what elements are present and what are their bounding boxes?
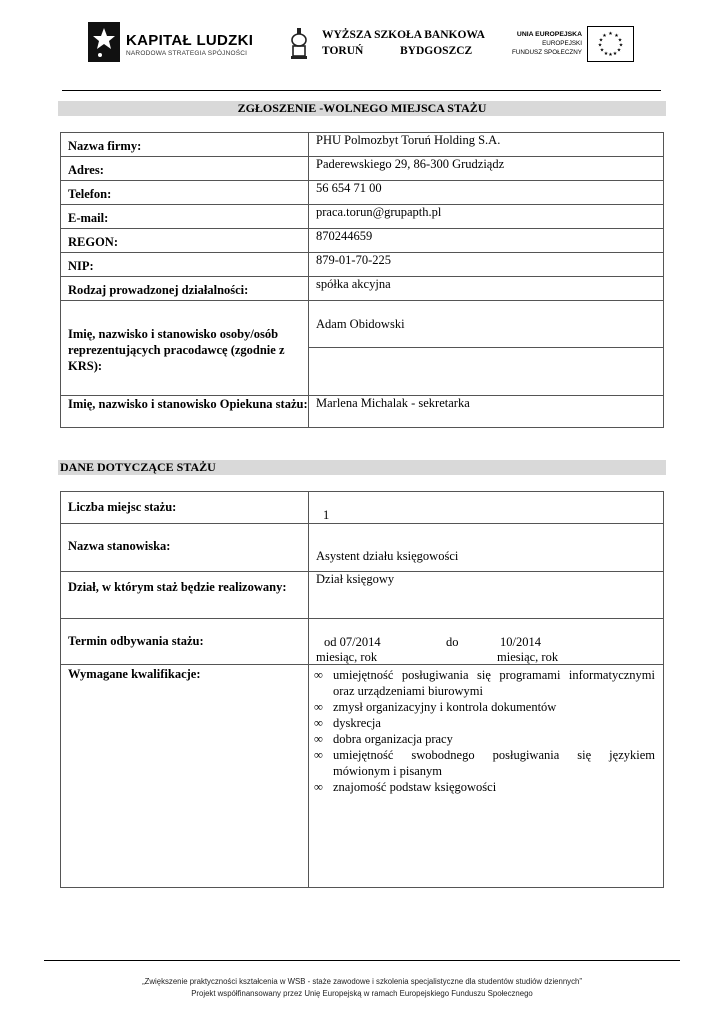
qualifications-list [309,667,655,795]
qualification-text: dobra organizacja pracy [333,732,453,746]
svg-text:★: ★ [617,37,623,44]
qualification-item [309,779,655,795]
kapital-ludzki-subtitle: NARODOWA STRATEGIA SPÓJNOŚCI [126,50,248,57]
header-divider [62,90,661,91]
value-representative: Adam Obidowski [309,301,664,348]
qualification-item [309,699,655,715]
footer-project-title: „Zwiększenie praktyczności kształcenia w WSB - staże zawodowe i szkolenia specjalistyczne dla studentów studiów dziennych” [142,977,582,986]
svg-text:★: ★ [616,47,622,54]
infinity-bullet-icon: ∞ [314,716,323,730]
qualification-text: znajomość podstaw księgowości [333,780,497,794]
value-guardian: Marlena Michalak - sekretarka [309,396,664,428]
infinity-bullet-icon: ∞ [314,732,323,746]
value-position: Asystent działu księgowości [309,524,664,572]
qualification-text: umiejętność posługiwania się programami informatycznymi oraz urządzeniami biurowymi [333,668,655,698]
qualification-item [309,731,655,747]
section-title-internship: DANE DOTYCZĄCE STAŻU [58,460,666,475]
term-to: 10/2014 [500,635,541,649]
qualification-text: zmysł organizacyjny i kontrola dokumentów [333,700,557,714]
footer-cofinancing: Projekt współfinansowany przez Unię Europejską w ramach Europejskiego Funduszu Społecznego [191,989,533,998]
value-firm-name: PHU Polmozbyt Toruń Holding S.A. [309,133,664,157]
qualification-item [309,715,655,731]
qualification-item [309,667,655,699]
infinity-bullet-icon: ∞ [314,668,323,682]
value-term [309,619,664,665]
value-phone: 56 654 71 00 [309,181,664,205]
wsb-city-bydgoszcz: BYDGOSZCZ [400,45,473,57]
svg-text:★: ★ [599,47,605,54]
wsb-crest-icon [290,26,308,60]
kapital-ludzki-logo-icon [88,22,120,62]
svg-text:★: ★ [612,51,618,57]
svg-text:★: ★ [602,33,607,39]
value-nip: 879-01-70-225 [309,253,664,277]
value-department: Dział księgowy [309,572,664,619]
label-qualifications: Wymagane kwalifikacje: [61,665,309,888]
label-phone: Telefon: [61,181,309,205]
term-unit-from: miesiąc, rok [316,650,378,664]
section-title-application: ZGŁOSZENIE -WOLNEGO MIEJSCA STAŻU [58,101,666,116]
svg-text:★: ★ [598,37,604,44]
label-activity: Rodzaj prowadzonej działalności: [61,277,309,301]
svg-text:★: ★ [608,52,613,58]
wsb-title: WYŻSZA SZKOŁA BANKOWA [322,29,485,41]
kapital-ludzki-title: KAPITAŁ LUDZKI [126,32,254,49]
infinity-bullet-icon: ∞ [314,780,323,794]
term-unit-to: miesiąc, rok [497,650,559,664]
label-places: Liczba miejsc stażu: [61,492,309,524]
term-from: od 07/2014 [324,635,381,649]
label-nip: NIP: [61,253,309,277]
value-representative-2 [309,348,664,396]
svg-text:★: ★ [597,42,603,49]
svg-text:★: ★ [603,51,609,57]
svg-text:★: ★ [608,31,613,37]
value-regon: 870244659 [309,229,664,253]
infinity-bullet-icon: ∞ [314,748,323,762]
internship-table [60,491,664,888]
label-guardian: Imię, nazwisko i stanowisko Opiekuna stażu: [61,396,309,428]
infinity-bullet-icon: ∞ [314,700,323,714]
value-email: praca.torun@grupapth.pl [309,205,664,229]
ue-title: UNIA EUROPEJSKA [516,31,582,38]
label-email: E-mail: [61,205,309,229]
qualification-item [309,747,655,779]
label-representative: Imię, nazwisko i stanowisko osoby/osób reprezentujących pracodawcę (zgodnie z KRS): [61,301,309,396]
label-firm-name: Nazwa firmy: [61,133,309,157]
ue-subtitle-2: FUNDUSZ SPOŁECZNY [512,49,582,56]
wsb-city-torun: TORUŃ [322,45,364,57]
term-to-word: do [446,635,459,649]
label-term-text: Termin odbywania stażu: [68,634,204,648]
label-regon: REGON: [61,229,309,253]
value-places: 1 [309,492,664,524]
qualification-text: umiejętność swobodnego posługiwania się językiem mówionym i pisanym [333,748,655,778]
value-address: Paderewskiego 29, 86-300 Grudziądz [309,157,664,181]
label-position: Nazwa stanowiska: [61,524,309,572]
label-address: Adres: [61,157,309,181]
label-term [61,619,309,665]
ue-subtitle-1: EUROPEJSKI [542,40,582,47]
eu-flag-icon [587,26,634,62]
value-qualifications [309,665,664,888]
svg-text:★: ★ [614,33,619,39]
footer-divider [44,960,680,961]
svg-text:★: ★ [618,42,624,49]
value-activity: spółka akcyjna [309,277,664,301]
qualification-text: dyskrecja [333,716,381,730]
label-department: Dział, w którym staż będzie realizowany: [61,572,309,619]
company-info-table [60,132,664,428]
